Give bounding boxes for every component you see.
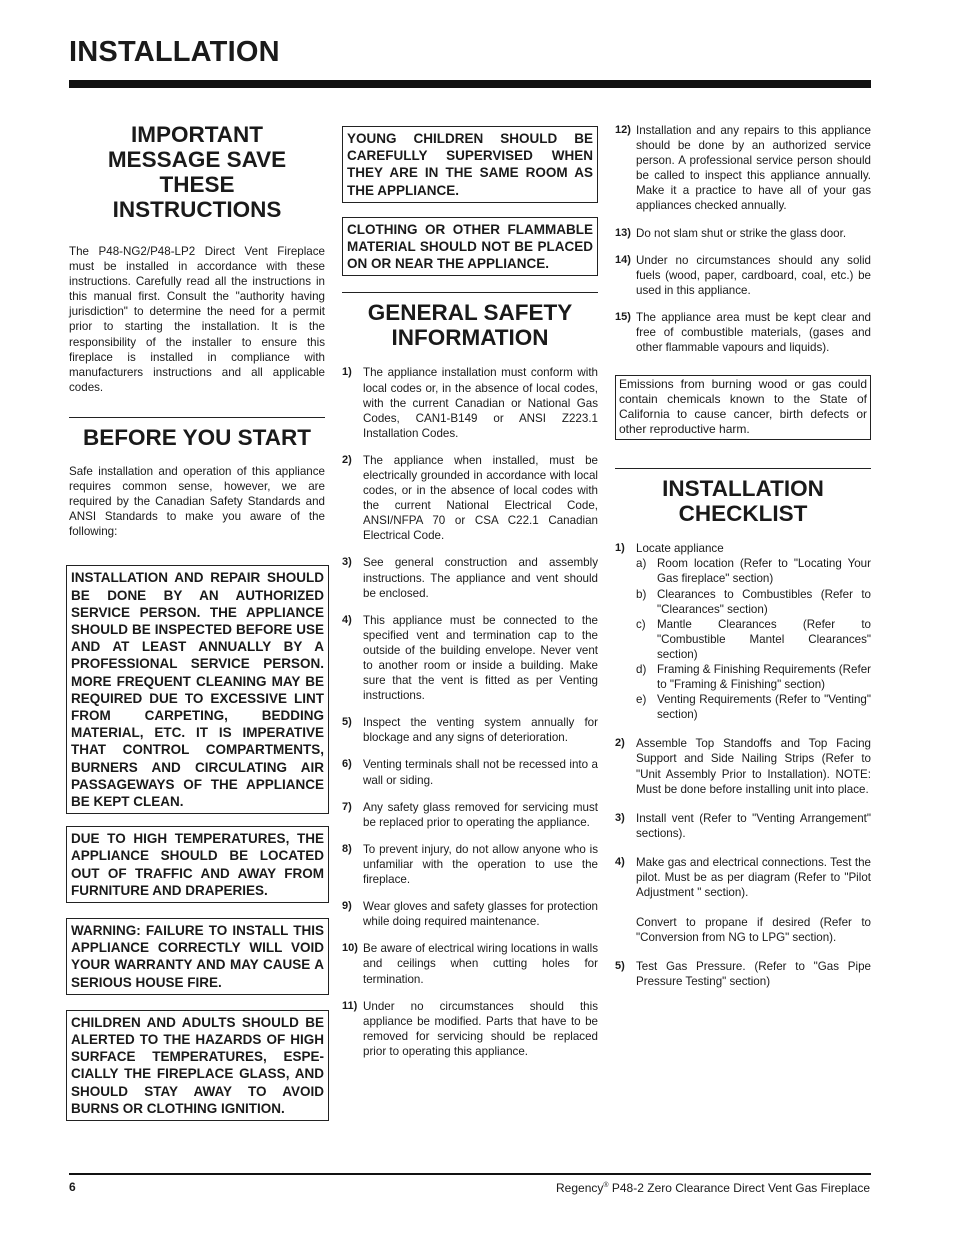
item-number: 5) xyxy=(342,716,352,729)
sub-item-text: Venting Requirements (Refer to "Venting" section) xyxy=(657,693,871,722)
brand-name: Regency xyxy=(556,1181,604,1195)
sub-list xyxy=(636,556,871,722)
emissions-notice-box: Emissions from burning wood or gas could contain chemicals known to the State of California to cause cancer, birth defects or other reproductive harm. xyxy=(615,375,871,440)
item-number: 6) xyxy=(342,758,352,771)
list-item xyxy=(615,855,871,945)
registered-mark: ® xyxy=(603,1182,609,1189)
item-text: Inspect the venting system annually for blockage and any signs of deterioration. xyxy=(363,716,598,745)
list-item xyxy=(342,365,598,440)
item-text: Do not slam shut or strike the glass door. xyxy=(636,226,847,240)
item-number: 4) xyxy=(342,613,352,626)
warning-box-high-temperatures: DUE TO HIGH TEMPERATURES, THE APPLIANCE SHOULD BE LOCATED OUT OF TRAFFIC AND AWAY FROM FURNITURE AND DRAPERIES. xyxy=(66,826,329,903)
item-text: Make gas and electrical connections. Test the pilot. Must be as per diagram (Refer to "Pilot Adjustment " section). xyxy=(636,855,871,900)
item-text: To prevent injury, do not allow anyone who is unfamiliar with the operation to use the fireplace. xyxy=(363,842,598,887)
item-text: See general construction and assembly instructions. The appliance and vent should be enclosed. xyxy=(363,556,598,600)
item-text: Assemble Top Standoffs and Top Facing Support and Side Nailing Strips (Refer to "Unit Assembly Prior to Installation). NOTE: Must be done before installing unit into place. xyxy=(636,737,871,796)
important-message-body: The P48-NG2/P48-LP2 Direct Vent Fireplace must be installed in accordance with these instructions. Carefully read all the instructions in this manual first. Consult the "authority having jurisdiction" to determine the need for a permit prior to starting the installation. It is the responsibility of the installer to ensure this fireplace is installed in compliance with manufacturers instructions and all applicable codes. xyxy=(69,245,325,394)
list-item xyxy=(615,736,871,796)
sub-item-letter: e) xyxy=(636,693,647,707)
item-number: 8) xyxy=(342,842,352,855)
list-item xyxy=(615,959,871,989)
list-item xyxy=(342,613,598,704)
item-text: The appliance when installed, must be electrically grounded in accordance with local codes, or in the absence of local codes with the current National Electrical Code, ANSI/NFPA 70 or CSA C22.1 Canadian Electrical Code. xyxy=(363,453,598,543)
product-name: P48-2 Zero Clearance Direct Vent Gas Fireplace xyxy=(608,1181,870,1195)
item-text: The appliance installation must conform with local codes or, in the absence of local codes, with the current Canadian or National Gas Codes, CAN1-B149 or ANSI Z223.1 Installation Codes. xyxy=(363,366,598,440)
item-number: 2) xyxy=(342,453,352,466)
section-divider xyxy=(69,417,325,418)
sub-item-text: Clearances to Combustibles (Refer to "Clearances" section) xyxy=(657,587,871,616)
item-number: 1) xyxy=(615,542,625,555)
sub-item-text: Room location (Refer to "Locating Your Gas fireplace" section) xyxy=(657,557,871,586)
list-item xyxy=(615,310,871,355)
item-number: 5) xyxy=(615,960,625,973)
footer-rule xyxy=(69,1173,871,1175)
item-text: Install vent (Refer to "Venting Arrangement" sections). xyxy=(636,811,871,840)
item-text: Be aware of electrical wiring locations in walls and ceilings when cutting holes for termination. xyxy=(363,942,598,986)
header-rule xyxy=(69,80,871,88)
item-number: 2) xyxy=(615,737,625,750)
general-safety-heading: GENERAL SAFETY INFORMATION xyxy=(367,300,573,351)
sub-item-text: Framing & Finishing Requirements (Refer to "Framing & Finishing" section) xyxy=(657,662,871,692)
item-number: 4) xyxy=(615,855,625,868)
item-number: 14) xyxy=(615,253,631,266)
before-you-start-body: Safe installation and operation of this appliance requires common sense, however, we are required by the Canadian Safety Standards and ANSI Standards to make you aware of the following: xyxy=(69,464,325,539)
sub-item-letter: c) xyxy=(636,617,646,631)
general-safety-list xyxy=(342,365,598,1059)
list-item xyxy=(615,226,871,241)
sub-item-letter: a) xyxy=(636,557,647,571)
item-number: 3) xyxy=(342,556,352,569)
item-text: Installation and any repairs to this appliance should be done by an authorized service person. A professional service person should be called to inspect this appliance annually. Make it a practice to have all of your gas appliances checked annually. xyxy=(636,124,871,213)
general-safety-list-continued xyxy=(615,123,871,355)
installation-checklist-heading: INSTALLATION CHECKLIST xyxy=(662,476,824,527)
list-item xyxy=(342,715,598,745)
sub-list-item xyxy=(636,692,871,722)
list-item xyxy=(342,999,598,1059)
important-message-heading: IMPORTANT MESSAGE SAVE THESE INSTRUCTIONS xyxy=(107,122,287,222)
item-number: 13) xyxy=(615,226,631,239)
page-title: INSTALLATION xyxy=(69,36,280,68)
sub-list-item xyxy=(636,556,871,586)
item-text: Test Gas Pressure. (Refer to "Gas Pipe Pressure Testing" section) xyxy=(636,960,871,989)
before-you-start-heading: BEFORE YOU START xyxy=(83,424,311,450)
list-item xyxy=(615,123,871,214)
list-item xyxy=(615,253,871,298)
item-number: 15) xyxy=(615,310,631,323)
item-text: Wear gloves and safety glasses for protection while doing required maintenance. xyxy=(363,900,598,929)
item-number: 3) xyxy=(615,811,625,824)
item-text: Any safety glass removed for servicing must be replaced prior to operating the appliance. xyxy=(363,800,598,829)
column-right xyxy=(615,110,871,1004)
page-number: 6 xyxy=(69,1180,76,1194)
item-number: 7) xyxy=(342,800,352,813)
column-middle xyxy=(342,110,598,1071)
sub-list-item xyxy=(636,617,871,662)
sub-item-text: Mantle Clearances (Refer to "Combustible Mantel Clearances" section) xyxy=(657,617,871,661)
section-divider xyxy=(342,292,598,293)
sub-list-item xyxy=(636,662,871,692)
item-number: 1) xyxy=(342,366,352,379)
item-number: 12) xyxy=(615,124,631,136)
list-item xyxy=(342,555,598,600)
item-number: 11) xyxy=(342,999,358,1012)
sub-list-item xyxy=(636,587,871,617)
item-text: The appliance area must be kept clear and free of combustible materials, (gases and other flammable vapours and liquids). xyxy=(636,310,871,355)
warning-box-young-children: YOUNG CHILDREN SHOULD BE CAREFULLY SUPERVISED WHEN THEY ARE IN THE SAME ROOM AS THE APPLIANCE. xyxy=(342,126,598,203)
list-item xyxy=(342,757,598,787)
list-item xyxy=(342,842,598,887)
item-text: This appliance must be connected to the specified vent and termination cap to the outside of the building envelope. Never vent to another room or inside a building. Make sure that the vent is fitted as per Venting instructions. xyxy=(363,613,598,703)
section-divider xyxy=(615,468,871,469)
item-text: Locate appliance xyxy=(636,542,724,556)
warning-box-flammable-material: CLOTHING OR OTHER FLAMMABLE MATERIAL SHOULD NOT BE PLACED ON OR NEAR THE APPLIANCE. xyxy=(342,217,598,277)
list-item xyxy=(615,811,871,841)
list-item xyxy=(342,941,598,986)
warning-box-failure-to-install: WARNING: FAILURE TO INSTALL THIS APPLIANCE CORRECTLY WILL VOID YOUR WARRANTY AND MAY CAUSE A SERIOUS HOUSE FIRE. xyxy=(66,918,329,995)
item-number: 9) xyxy=(342,900,352,913)
list-item xyxy=(342,453,598,544)
warning-box-children-adults: CHILDREN AND ADULTS SHOULD BE ALERTED TO THE HAZARDS OF HIGH SURFACE TEMPERATURES, ESPE-CIALLY THE FIREPLACE GLASS, AND SHOULD STAY AWAY TO AVOID BURNS OR CLOTHING IGNITION. xyxy=(66,1010,329,1121)
list-item xyxy=(342,899,598,929)
list-item xyxy=(342,800,598,830)
item-text: Under no circumstances should this appliance be modified. Parts that have to be removed for servicing should be replaced prior to operating this appliance. xyxy=(363,999,598,1058)
warning-box-installation-repair: INSTALLATION AND REPAIR SHOULD BE DONE BY AN AUTHORIZED SERVICE PERSON. THE APPLIANCE SHOULD BE INSPECTED BEFORE USE AND AT LEAST ANNUALLY BY A PROFESSIONAL SERVICE PERSON. MORE FREQUENT CLEANING MAY BE REQUIRED DUE TO EXCESSIVE LINT FROM CARPETING, BEDDING MATERIAL, ETC. IT IS IMPERATIVE THAT CONTROL COMPARTMENTS, BURNERS AND CIRCULATING AIR PASSAGEWAYS OF THE APPLIANCE BE KEPT CLEAN. xyxy=(66,565,329,814)
footer-product-title xyxy=(556,1181,870,1195)
item-text: Under no circumstances should any solid fuels (wood, paper, cardboard, coal, etc.) be used in this appliance. xyxy=(636,253,871,297)
list-item xyxy=(615,541,871,722)
sub-item-letter: d) xyxy=(636,662,647,676)
item-text: Venting terminals shall not be recessed into a wall or siding. xyxy=(363,758,598,787)
item-number: 10) xyxy=(342,942,358,955)
item-extra-text: Convert to propane if desired (Refer to "Conversion from NG to LPG" section). xyxy=(636,916,871,945)
column-left xyxy=(69,110,325,1121)
installation-checklist-list xyxy=(615,541,871,989)
sub-item-letter: b) xyxy=(636,587,647,601)
